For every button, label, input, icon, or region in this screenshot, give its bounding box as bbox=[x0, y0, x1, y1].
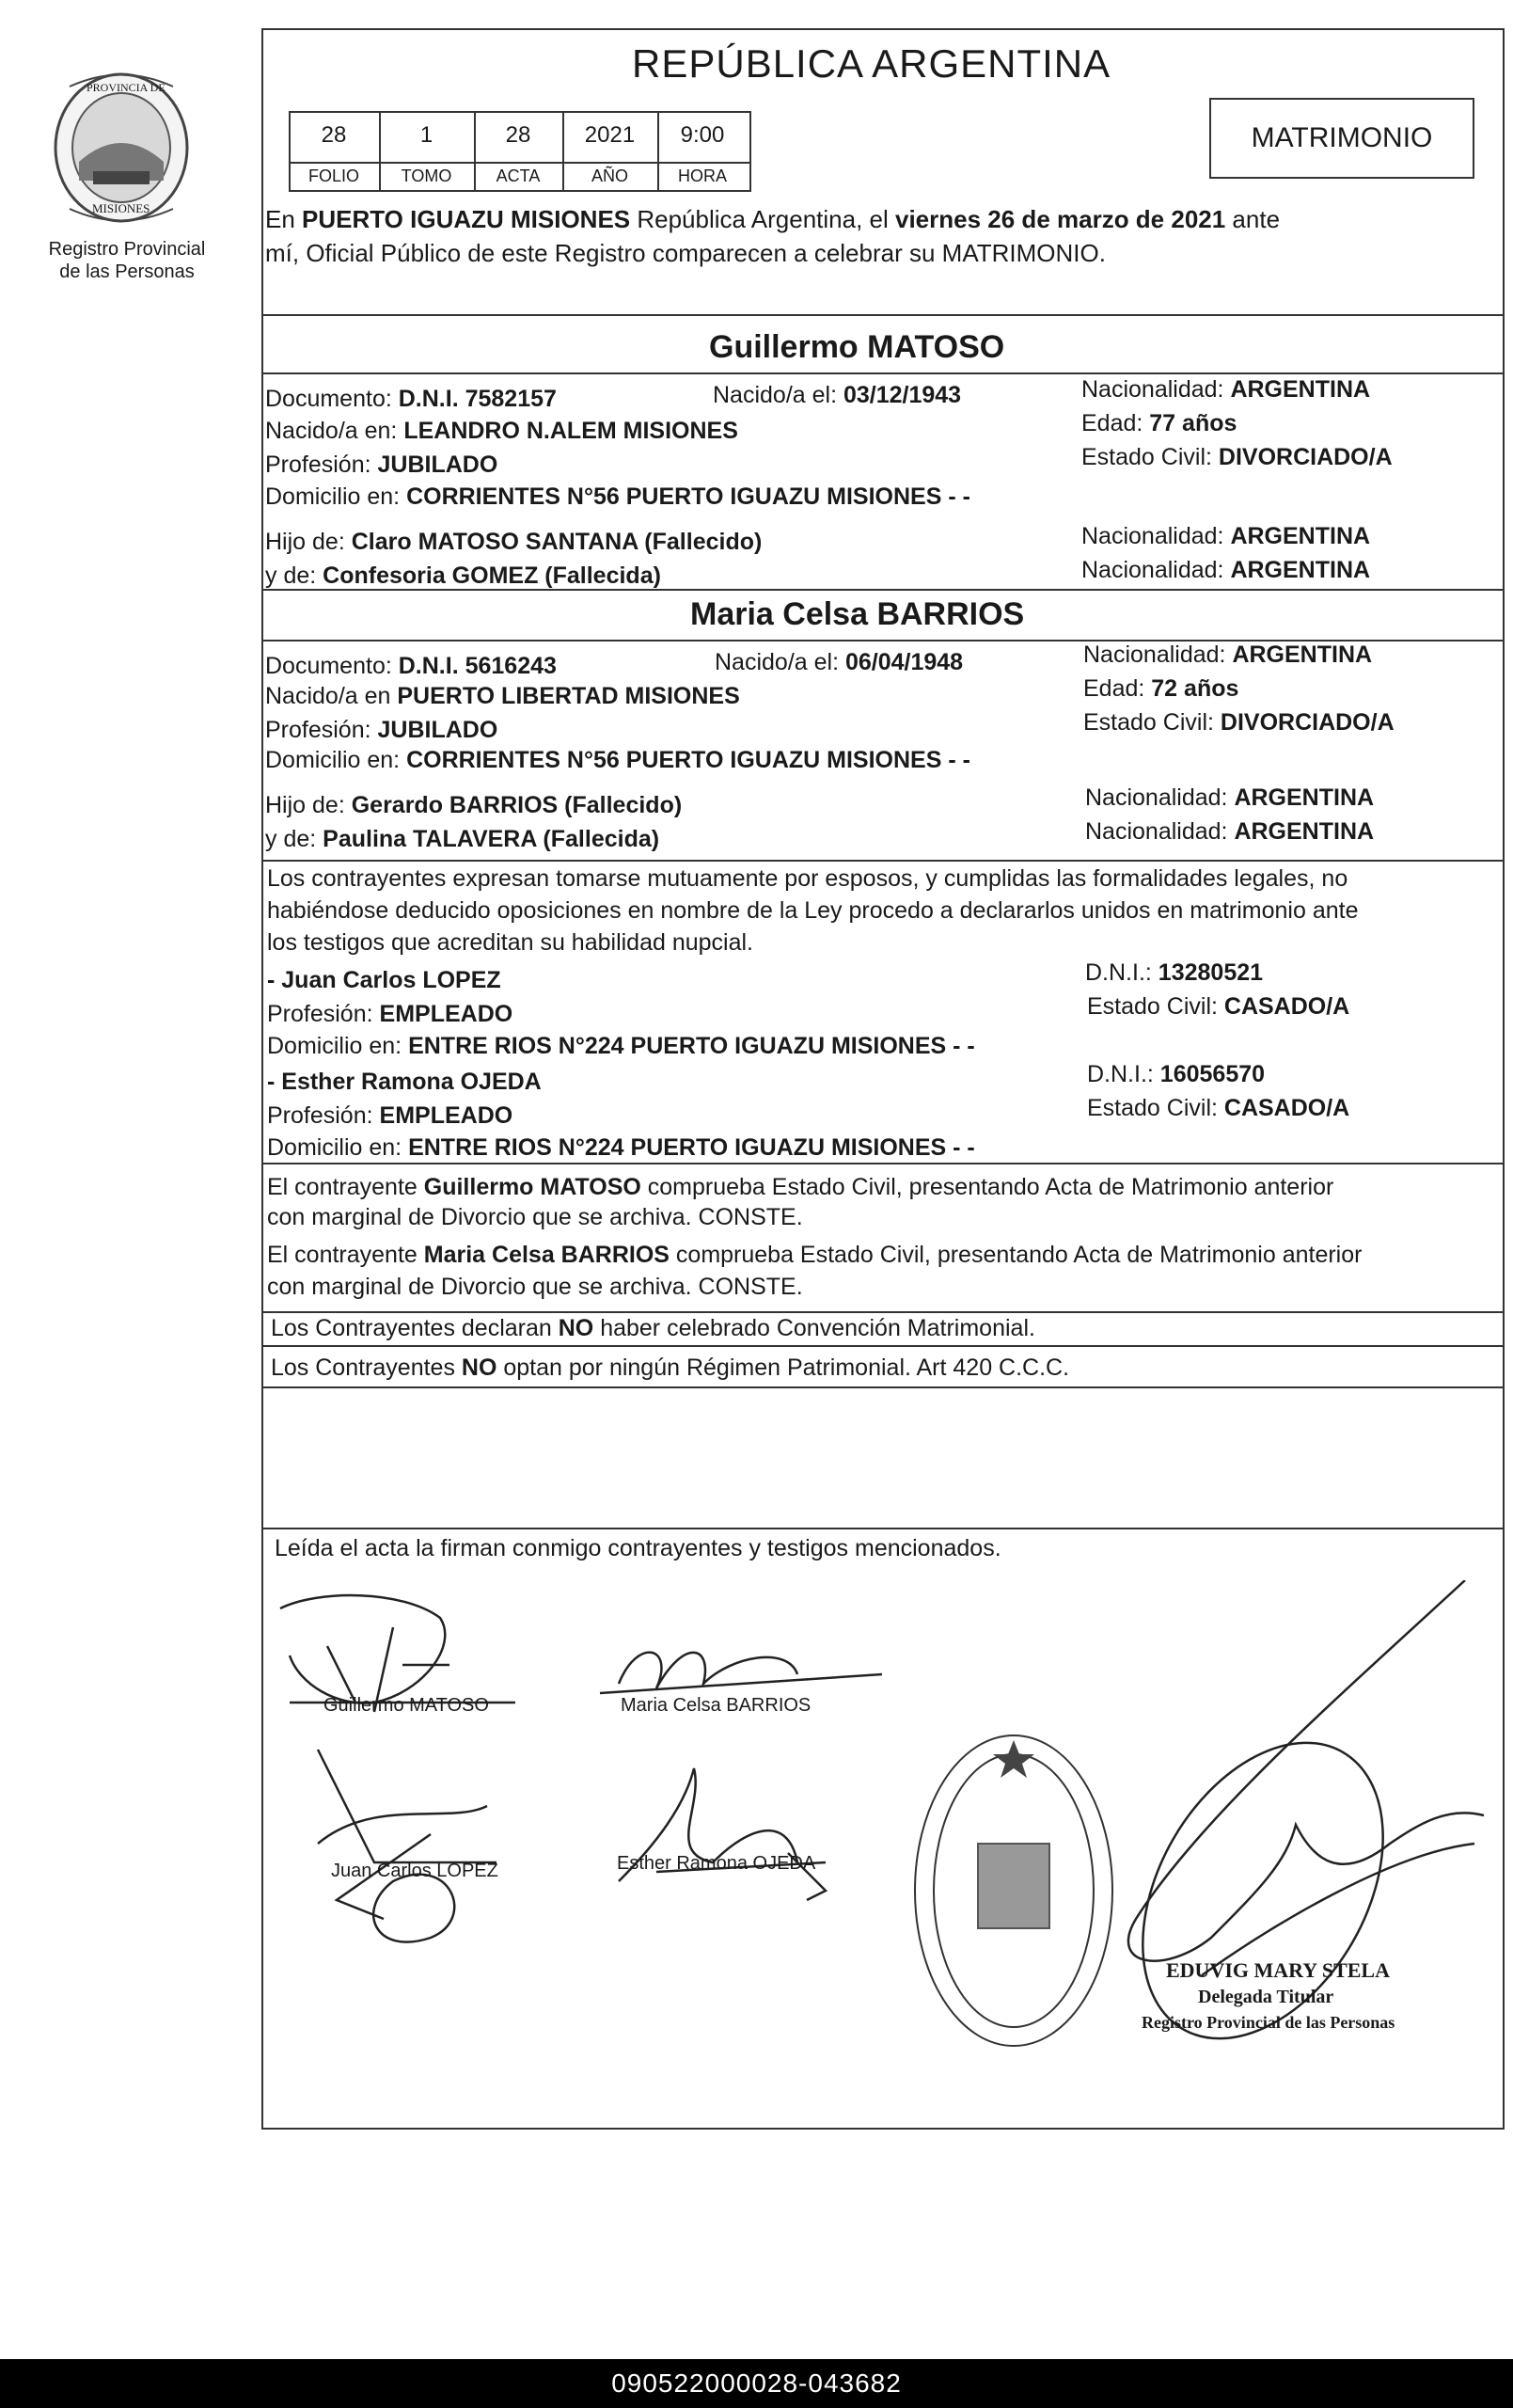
label: Nacionalidad: bbox=[1085, 818, 1235, 845]
spouse2-name: Maria Celsa BARRIOS bbox=[690, 596, 1025, 632]
note-name: Maria Celsa BARRIOS bbox=[423, 1242, 670, 1268]
value: ARGENTINA bbox=[1232, 642, 1373, 668]
regime-line-1 bbox=[271, 1315, 1035, 1342]
spouse1-age bbox=[1081, 410, 1237, 437]
label: D.N.I.: bbox=[1085, 959, 1158, 986]
label: Profesión: bbox=[267, 1102, 380, 1129]
witness2-civil-status bbox=[1087, 1095, 1349, 1122]
spouse2-father-nationality bbox=[1085, 784, 1374, 812]
label: Nacido/a en bbox=[265, 683, 398, 709]
intro-text-a: En bbox=[265, 205, 303, 233]
acta-label: ACTA bbox=[496, 166, 541, 185]
witness1-address bbox=[267, 1033, 975, 1060]
label: Documento: bbox=[265, 386, 399, 412]
value: CORRIENTES N°56 PUERTO IGUAZU MISIONES - - bbox=[406, 483, 970, 510]
anio-label: AÑO bbox=[591, 166, 628, 185]
label: D.N.I.: bbox=[1087, 1061, 1160, 1087]
value: Gerardo BARRIOS (Fallecido) bbox=[351, 792, 683, 818]
spouse2-father bbox=[265, 792, 682, 819]
regime-no: NO bbox=[461, 1354, 497, 1381]
value: ARGENTINA bbox=[1234, 784, 1375, 811]
note1-line-1 bbox=[267, 1174, 1333, 1201]
witness2-name: - Esther Ramona OJEDA bbox=[267, 1069, 542, 1095]
value: PUERTO LIBERTAD MISIONES bbox=[397, 683, 740, 709]
label: Profesión: bbox=[267, 1001, 380, 1027]
spouse1-father-nationality bbox=[1081, 523, 1370, 550]
spouse2-nationality bbox=[1083, 642, 1372, 669]
hora-value: 9:00 bbox=[680, 122, 725, 148]
value: ENTRE RIOS N°224 PUERTO IGUAZU MISIONES - - bbox=[408, 1134, 975, 1161]
label: y de: bbox=[265, 826, 323, 852]
regime-text: haber celebrado Convención Matrimonial. bbox=[593, 1315, 1035, 1341]
regime-text: Los Contrayentes declaran bbox=[271, 1315, 559, 1341]
spouse1-profession bbox=[265, 452, 497, 479]
value: LEANDRO N.ALEM MISIONES bbox=[403, 418, 738, 444]
value: 13280521 bbox=[1158, 959, 1264, 986]
witness1-dni bbox=[1085, 959, 1263, 987]
label: Estado Civil: bbox=[1087, 993, 1224, 1020]
value: JUBILADO bbox=[377, 717, 498, 743]
intro-text-c: ante bbox=[1225, 205, 1281, 233]
declaration-line-3: los testigos que acreditan su habilidad nupcial. bbox=[267, 929, 754, 956]
value: 72 años bbox=[1151, 675, 1239, 702]
label: Documento: bbox=[265, 653, 399, 679]
label: Nacido/a el: bbox=[715, 649, 845, 675]
label: Domicilio en: bbox=[265, 747, 407, 773]
official-name: EDUVIG MARY STELA bbox=[1166, 1958, 1390, 1982]
folio-label: FOLIO bbox=[307, 166, 359, 185]
signature-label-spouse1: Guillermo MATOSO bbox=[323, 1695, 489, 1716]
spouse2-document bbox=[265, 653, 557, 680]
value: CASADO/A bbox=[1223, 1095, 1350, 1121]
declaration-line-1: Los contrayentes expresan tomarse mutuamente por esposos, y cumplidas las formalidades legales, no bbox=[267, 865, 1348, 892]
value: DIVORCIADO/A bbox=[1220, 709, 1395, 736]
witness2-address bbox=[267, 1134, 975, 1162]
spouse2-birthdate bbox=[715, 649, 963, 676]
spouse1-civil-status bbox=[1081, 444, 1393, 471]
acta-value: 28 bbox=[505, 122, 531, 148]
spouse1-name: Guillermo MATOSO bbox=[709, 329, 1005, 365]
act-type-box: MATRIMONIO bbox=[1209, 98, 1474, 179]
label: Estado Civil: bbox=[1081, 444, 1219, 470]
value: EMPLEADO bbox=[379, 1001, 513, 1027]
spouse2-profession bbox=[265, 717, 497, 744]
spouse2-mother-nationality bbox=[1085, 818, 1374, 846]
divider-spouse2 bbox=[261, 860, 1503, 862]
note2-line-1 bbox=[267, 1242, 1362, 1269]
value: JUBILADO bbox=[377, 452, 498, 478]
spouse2-civil-status bbox=[1083, 709, 1395, 737]
divider-regime bbox=[261, 1386, 1503, 1388]
signature-label-spouse2: Maria Celsa BARRIOS bbox=[621, 1695, 812, 1716]
note-name: Guillermo MATOSO bbox=[423, 1174, 641, 1200]
regime-text: Los Contrayentes bbox=[271, 1354, 462, 1381]
divider-intro bbox=[261, 314, 1503, 316]
intro-date: viernes 26 de marzo de 2021 bbox=[895, 205, 1226, 233]
folio-value: 28 bbox=[321, 122, 347, 148]
value: 06/04/1948 bbox=[844, 649, 964, 675]
value: 16056570 bbox=[1159, 1061, 1266, 1087]
official-office: Registro Provincial de las Personas bbox=[1142, 2013, 1395, 2032]
logo-text-bottom: MISIONES bbox=[92, 201, 150, 215]
note-text: comprueba Estado Civil, presentando Acta de Matrimonio anterior bbox=[640, 1174, 1334, 1200]
country-title: REPÚBLICA ARGENTINA bbox=[632, 41, 1111, 86]
value: DIVORCIADO/A bbox=[1218, 444, 1393, 470]
label: Estado Civil: bbox=[1083, 709, 1221, 736]
hora-label: HORA bbox=[677, 166, 727, 185]
label: Estado Civil: bbox=[1087, 1095, 1224, 1121]
label: Nacido/a en: bbox=[265, 418, 404, 444]
label: Hijo de: bbox=[265, 792, 352, 818]
label: Nacionalidad: bbox=[1085, 784, 1235, 811]
frame-top bbox=[261, 28, 1503, 30]
official-role: Delegada Titular bbox=[1198, 1987, 1334, 2007]
note-text: El contrayente bbox=[267, 1174, 424, 1200]
signature-label-witness2: Esther Ramona OJEDA bbox=[617, 1853, 816, 1874]
intro-place: PUERTO IGUAZU MISIONES bbox=[302, 205, 631, 233]
signatures-intro: Leída el acta la firman conmigo contrayentes y testigos mencionados. bbox=[275, 1535, 1001, 1561]
label: Nacionalidad: bbox=[1081, 523, 1231, 549]
value: ARGENTINA bbox=[1230, 557, 1371, 583]
divider-spouse1 bbox=[261, 589, 1503, 591]
label: Nacionalidad: bbox=[1083, 642, 1233, 668]
label: Profesión: bbox=[265, 452, 378, 478]
signature-label-witness1: Juan Carlos LOPEZ bbox=[331, 1861, 498, 1881]
witness2-dni bbox=[1087, 1061, 1265, 1088]
value: ENTRE RIOS N°224 PUERTO IGUAZU MISIONES - - bbox=[408, 1033, 975, 1059]
value: ARGENTINA bbox=[1234, 818, 1375, 845]
witness1-profession bbox=[267, 1001, 512, 1028]
tomo-label: TOMO bbox=[401, 166, 452, 185]
document-code-bar: 090522000028-043682 bbox=[0, 2359, 1513, 2408]
value: ARGENTINA bbox=[1230, 376, 1371, 403]
intro-line-1 bbox=[265, 205, 1280, 234]
label: Hijo de: bbox=[265, 529, 352, 555]
value: Paulina TALAVERA (Fallecida) bbox=[323, 826, 660, 852]
fields-divider bbox=[289, 162, 749, 164]
spouse1-mother-nationality bbox=[1081, 557, 1370, 584]
label: Nacionalidad: bbox=[1081, 557, 1231, 583]
note2-line-2: con marginal de Divorcio que se archiva. CONSTE. bbox=[267, 1274, 803, 1300]
registry-label-2: de las Personas bbox=[59, 261, 195, 282]
divider-regime-mid bbox=[261, 1345, 1503, 1347]
label: Domicilio en: bbox=[265, 483, 407, 510]
spouse1-mother bbox=[265, 562, 661, 590]
label: Domicilio en: bbox=[267, 1134, 409, 1161]
value: D.N.I. 7582157 bbox=[398, 386, 557, 412]
regime-no: NO bbox=[558, 1315, 594, 1341]
regime-line-2 bbox=[271, 1354, 1069, 1382]
spouse1-document bbox=[265, 386, 557, 413]
value: 77 años bbox=[1149, 410, 1237, 436]
label: Domicilio en: bbox=[267, 1033, 409, 1059]
spouse1-address bbox=[265, 483, 970, 511]
spouse1-nationality bbox=[1081, 376, 1370, 404]
regime-text: optan por ningún Régimen Patrimonial. Art 420 C.C.C. bbox=[496, 1354, 1070, 1381]
spouse1-father bbox=[265, 529, 762, 556]
value: CASADO/A bbox=[1223, 993, 1350, 1020]
value: CORRIENTES N°56 PUERTO IGUAZU MISIONES - - bbox=[406, 747, 970, 773]
label: Edad: bbox=[1083, 675, 1152, 702]
logo-text-top: PROVINCIA DE bbox=[87, 81, 165, 94]
witness1-name: - Juan Carlos LOPEZ bbox=[267, 967, 501, 993]
spouse2-age bbox=[1083, 675, 1238, 703]
spouse1-birthplace bbox=[265, 418, 738, 445]
witness1-civil-status bbox=[1087, 993, 1349, 1021]
anio-value: 2021 bbox=[584, 122, 636, 148]
note-text: comprueba Estado Civil, presentando Acta de Matrimonio anterior bbox=[669, 1242, 1363, 1268]
divider-spouse1-name bbox=[261, 372, 1503, 374]
note-text: El contrayente bbox=[267, 1242, 424, 1268]
divider-notes bbox=[261, 1311, 1503, 1313]
divider-witnesses bbox=[261, 1163, 1503, 1164]
value: ARGENTINA bbox=[1230, 523, 1371, 549]
spouse2-mother bbox=[265, 826, 659, 853]
label: y de: bbox=[265, 562, 323, 589]
witness2-profession bbox=[267, 1102, 512, 1130]
note1-line-2: con marginal de Divorcio que se archiva. CONSTE. bbox=[267, 1204, 803, 1230]
label: Nacido/a el: bbox=[713, 382, 843, 408]
spouse2-birthplace bbox=[265, 683, 740, 710]
declaration-line-2: habiéndose deducido oposiciones en nombre de la Ley procedo a declararlos unidos en matrimonio ante bbox=[267, 897, 1359, 924]
value: Claro MATOSO SANTANA (Fallecido) bbox=[351, 529, 763, 555]
intro-line-2: mí, Oficial Público de este Registro comparecen a celebrar su MATRIMONIO. bbox=[265, 239, 1106, 267]
divider-blank bbox=[261, 1528, 1503, 1529]
label: Nacionalidad: bbox=[1081, 376, 1231, 403]
label: Profesión: bbox=[265, 717, 378, 743]
value: D.N.I. 5616243 bbox=[398, 653, 557, 679]
intro-text-b: República Argentina, el bbox=[630, 205, 895, 233]
label: Edad: bbox=[1081, 410, 1150, 436]
spouse2-address bbox=[265, 747, 970, 774]
value: 03/12/1943 bbox=[843, 382, 962, 408]
registry-label-1: Registro Provincial bbox=[48, 239, 206, 260]
spouse1-birthdate bbox=[713, 382, 961, 409]
value: EMPLEADO bbox=[379, 1102, 513, 1129]
tomo-value: 1 bbox=[419, 122, 433, 148]
value: Confesoria GOMEZ (Fallecida) bbox=[323, 562, 661, 589]
